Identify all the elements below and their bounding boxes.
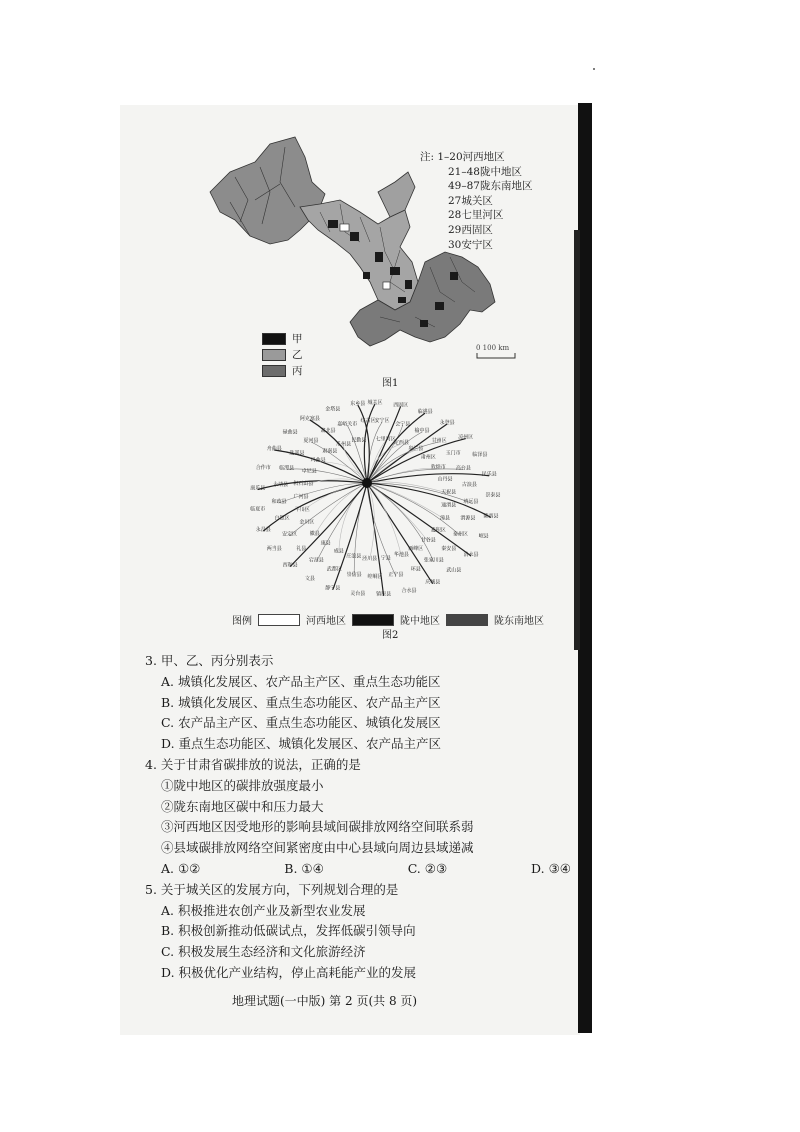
network-edge [263,483,367,531]
network-node-label: 清水县 [463,551,479,558]
legend-item-bing [262,363,303,379]
question-3-option: B. 城镇化发展区、重点生态功能区、农产品主产区 [161,694,441,710]
network-node-label: 高台县 [455,465,471,472]
network-node-label: 文县 [304,576,315,583]
network-node-label: 合作市 [255,465,271,471]
network-node-label: 庄浪县 [346,553,362,560]
network-node-label: 武山县 [446,567,462,574]
question-4-statement: ④县域碳排放网络空间紧密度由中心县域向周边县域递减 [161,840,474,856]
network-node-label: 正宁县 [388,572,404,579]
question-4-choice: D. ③④ [531,860,571,876]
network-node-label: 山丹县 [437,476,453,483]
network-node-label: 七里河区 [375,436,396,443]
network-legend [232,612,544,627]
network-node-label: 镇原县 [376,591,392,598]
network-node-label: 康县 [320,540,331,547]
legend-label: 乙 [292,349,303,361]
question-3-option: D. 重点生态功能区、城镇化发展区、农产品主产区 [161,736,442,752]
legend-label: 河西地区 [306,616,346,627]
note-line: 29西固区 [448,223,493,236]
map-hexi-region [210,137,325,244]
network-node-label: 宁县 [380,555,391,562]
network-node-label: 肃北县 [320,428,336,434]
legend-swatch-longzhong [352,614,394,626]
network-node-label: 景泰县 [485,492,501,499]
network-node-label: 平川区 [294,506,310,513]
network-node-label: 静宁县 [325,585,341,592]
network-node-label: 西峰区 [408,546,424,552]
network-node-label: 灵台县 [350,591,366,597]
network-node-label: 皋兰县 [408,446,424,452]
map-longzhong-region [300,200,418,310]
network-edge [302,483,367,511]
network-node-label: 安定区 [282,531,298,538]
question-4-choice: A. ①② [161,860,201,876]
network-hub-node [362,478,372,488]
network-node-label: 榆中县 [414,428,430,434]
network-node-label: 张家川县 [423,557,444,564]
network-node-label: 红古区 [360,418,376,425]
network-node-label: 临洮县 [417,409,433,416]
legend-swatch-hexi [258,614,300,626]
note-line: 49–87陇东南地区 [448,180,533,193]
network-node-label: 积石山县 [293,480,314,487]
network-node-label: 西和县 [282,562,298,569]
network-edge [315,483,367,535]
network-node-label: 渭源县 [460,515,476,522]
scale-text: 0 100 km [476,344,510,352]
network-node-label: 泾川县 [362,555,378,562]
question-block [145,651,575,984]
network-node-label: 靖远县 [463,498,479,505]
legend-label: 甲 [292,333,303,345]
network-node-label: 嘉峪关市 [337,421,358,428]
network-node-label: 永登县 [439,420,455,426]
network-node-label: 东乡县 [350,401,366,407]
figure-2-caption: 图2 [382,630,399,641]
network-node-label: 迭部县 [289,450,305,457]
network-node-label: 徽县 [309,530,320,537]
network-node-label: 和政县 [271,498,287,505]
legend-item-jia [262,331,303,347]
network-node-label: 安宁区 [374,418,390,425]
network-node-label: 会宁县 [395,421,411,428]
network-node-label: 卓尼县 [301,468,317,475]
note-line: 注: 1–20河西地区 [420,151,505,163]
question-4-choices [145,859,571,880]
network-node-label: 敦煌市 [430,464,446,471]
network-node-label: 瓜州县 [336,441,352,448]
legend-label: 陇东南地区 [494,616,544,627]
legend-title: 图例 [232,616,252,627]
legend-label: 丙 [292,365,303,377]
network-node-label: 通渭县 [441,502,457,509]
network-node-label: 华池县 [393,552,409,558]
network-node-label: 民勤县 [351,437,367,444]
network-node-label: 康乐县 [250,485,266,492]
legend-item-yi [262,347,303,363]
legend-swatch [262,365,286,377]
question-3-option: A. 城镇化发展区、农产品主产区、重点生态功能区 [161,673,441,689]
network-node-label: 秦州区 [452,531,468,538]
network-node-label: 成县 [333,548,344,555]
map-northeast-region [378,172,415,217]
network-node-label: 宕昌县 [308,557,324,564]
network-node-label: 永昌县 [255,527,271,533]
scan-shadow-edge-inner [574,230,580,650]
network-node-label: 合水县 [401,587,417,594]
network-node-label: 临泽县 [472,452,488,459]
network-node-label: 广河县 [293,493,309,500]
scan-shadow-edge [578,103,592,1033]
network-node-label: 崆峒区 [367,574,383,580]
network-node-label: 两当县 [266,546,282,552]
network-node-label: 白银区 [274,515,290,522]
network-node-label: 礼县 [296,545,307,552]
network-node-label: 古浪县 [461,481,477,488]
legend-swatch-longdongnan [446,614,488,626]
network-node-labels [250,399,500,598]
question-5-option: C. 积极发展生态经济和文化旅游经济 [161,944,366,960]
network-node-label: 金塔县 [325,406,341,413]
network-node-label: 崇信县 [346,572,362,579]
network-node-label: 甘谷县 [420,537,436,544]
question-3-stem: 3. 甲、乙、丙分别表示 [145,653,274,668]
question-5-option: D. 积极优化产业结构，停止高耗能产业的发展 [161,964,417,980]
network-edge [339,483,367,552]
network-node-label: 环县 [410,566,421,573]
legend-label: 陇中地区 [400,616,440,627]
network-node-label: 城关区 [367,400,383,406]
question-4-statement: ③河西地区因受地形的影响县域间碳排放网络空间联系弱 [161,819,474,835]
note-line: 28七里河区 [448,209,504,222]
question-5-stem: 5. 关于城关区的发展方向，下列规划合理的是 [145,881,399,897]
figure-1-caption: 图1 [382,378,399,389]
legend-swatch [262,349,286,361]
network-node-label: 永靖县 [273,481,289,488]
network-node-label: 临夏市 [250,506,266,513]
network-node-label: 舟曲县 [266,446,282,452]
network-node-label: 岷县 [478,533,489,540]
note-line: 21–48陇中地区 [448,165,522,178]
question-4-choice: B. ①④ [284,860,324,876]
network-node-label: 民乐县 [481,471,497,478]
note-line: 30安宁区 [448,238,493,251]
note-line: 27城关区 [448,194,493,207]
network-edge [367,483,396,576]
network-node-label: 武都区 [326,566,342,573]
map-notes [420,150,532,252]
network-node-label: 定西县 [393,440,409,446]
question-3-option: C. 农产品主产区、重点生态功能区、城镇化发展区 [161,715,441,731]
network-node-label: 麦积区 [430,527,446,534]
network-node-label: 甘州区 [431,437,447,444]
question-4-stem: 4. 关于甘肃省碳排放的说法，正确的是 [145,756,361,772]
network-node-label: 秦安县 [441,545,457,552]
map-scale-bar [476,344,516,362]
question-4-statement: ①陇中地区的碳排放强度最小 [161,777,324,793]
map-legend [262,331,303,379]
scan-speck [593,68,595,70]
network-node-label: 漳县 [439,515,451,522]
question-4-choice: C. ②③ [407,860,448,876]
network-node-label: 金川区 [299,519,315,526]
legend-swatch [262,333,286,345]
network-node-label: 陇西县 [483,513,499,520]
question-5-option: A. 积极推进农创产业及新型农业发展 [161,902,366,918]
question-4-statement: ②陇东南地区碳中和压力最大 [161,798,324,814]
network-node-label: 天祝县 [441,489,457,496]
question-5-option: B. 积极创新推动低碳试点，发挥低碳引领导向 [161,923,416,939]
network-node-label: 肃南县 [322,448,338,455]
page-footer: 地理试题(一中版) 第 2 页(共 8 页) [232,994,418,1008]
network-node-label: 阿克塞县 [299,415,320,422]
network-edge [367,483,433,584]
network-node-label: 凉州区 [458,434,474,441]
network-node-label: 碌曲县 [282,429,298,436]
network-node-label: 玉门市 [445,450,461,457]
network-node-label: 西固区 [393,402,409,409]
network-node-label: 玛曲县 [310,457,326,464]
carbon-network-graph [245,393,505,608]
network-node-label: 肃州区 [420,454,436,461]
scale-bar-line [476,352,516,360]
network-node-label: 临潭县 [279,465,295,472]
network-node-label: 庆城县 [425,579,441,586]
network-node-label: 夏河县 [303,437,319,444]
